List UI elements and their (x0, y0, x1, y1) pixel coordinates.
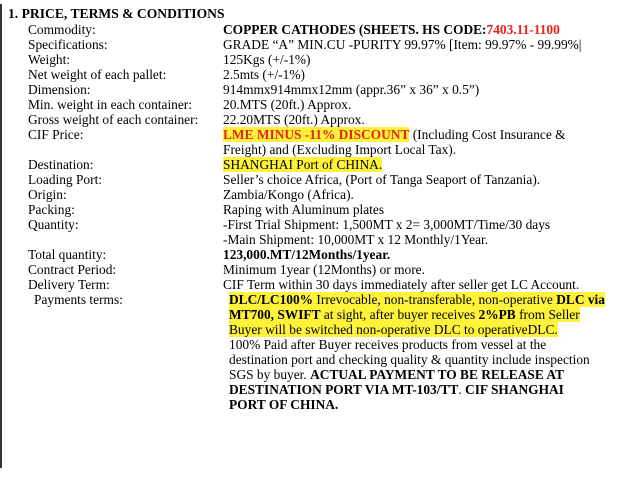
value-segment: DESTINATION PORT VIA MT-103/TT (229, 382, 459, 397)
value-segment: LME MINUS -11% DISCOUNT (223, 127, 410, 142)
value-segment: 20.MTS (20ft.) Approx. (223, 97, 352, 112)
term-value (223, 82, 635, 97)
term-value (223, 97, 635, 112)
term-label: Total quantity: (28, 247, 107, 262)
value-segment: DLC via (556, 292, 605, 307)
term-label: Dimension: (28, 82, 91, 97)
value-segment: DLC/LC100% (229, 292, 314, 307)
value-segment: COPPER CATHODES (SHEETS. HS CODE: (223, 22, 487, 37)
value-segment: CIF Term within 30 days immediately after seller get LC Account. (223, 277, 580, 292)
value-segment: 125Kgs (+/-1%) (223, 52, 311, 67)
term-value (223, 277, 635, 292)
term-value (223, 37, 635, 52)
value-segment: SGS by buyer. (229, 367, 311, 382)
term-value (223, 142, 635, 157)
term-value (223, 112, 635, 127)
term-value (229, 352, 640, 367)
value-segment: GRADE “A” MIN.CU -PURITY 99.97% [Item: 99.97% - 99.99%| (223, 37, 582, 52)
term-value (223, 262, 635, 277)
term-value (223, 187, 635, 202)
value-segment: Buyer will be switched non-operative DLC to operativeDLC. (229, 322, 558, 337)
value-segment: PORT OF CHINA. (229, 397, 339, 412)
value-segment: Zambia/Kongo (Africa). (223, 187, 354, 202)
term-value (223, 217, 635, 232)
term-label: Weight: (28, 52, 71, 67)
term-label: Contract Period: (28, 262, 117, 277)
term-value (223, 157, 635, 172)
term-value (229, 322, 640, 337)
value-segment: MT700, SWIFT (229, 307, 321, 322)
term-value (223, 22, 635, 37)
term-value (229, 382, 640, 397)
term-label: Quantity: (28, 217, 79, 232)
term-value (229, 292, 640, 307)
value-segment: from Seller (515, 307, 580, 322)
value-segment: 914mmx914mmx12mm (appr.36” x 36” x 0.5”) (223, 82, 480, 97)
term-label: Loading Port: (28, 172, 103, 187)
value-segment: destination port and checking quality & quantity include inspection (229, 352, 590, 367)
value-segment: -Main Shipment: 10,000MT x 12 Monthly/1Year. (223, 232, 489, 247)
term-value (223, 172, 635, 187)
value-segment: . (458, 382, 466, 397)
value-segment: at sight, after buyer receives (320, 307, 479, 322)
term-label: Delivery Term: (28, 277, 110, 292)
value-segment: 7403.11-1100 (486, 22, 560, 37)
value-segment: CIF SHANGHAI (465, 382, 564, 397)
value-segment: Raping with Aluminum plates (223, 202, 385, 217)
term-label: Specifications: (28, 37, 108, 52)
term-value (229, 367, 640, 382)
value-segment: Irrevocable, non-transferable, non-operative (313, 292, 557, 307)
value-segment: Minimum 1year (12Months) or more. (223, 262, 425, 277)
value-segment: 2.5mts (+/-1%) (223, 67, 305, 82)
term-label: Origin: (28, 187, 67, 202)
value-segment: Freight) and (Excluding Import Local Tax). (223, 142, 457, 157)
value-segment: (Including Cost Insurance & (409, 127, 566, 142)
section-heading: 1. PRICE, TERMS & CONDITIONS (8, 6, 225, 21)
value-segment: 100% Paid after Buyer receives products from vessel at the (229, 337, 547, 352)
term-value (223, 67, 635, 82)
term-label: CIF Price: (28, 127, 84, 142)
value-segment: 2%PB (478, 307, 516, 322)
value-segment: SHANGHAI Port of CHINA. (223, 157, 383, 172)
term-value (223, 202, 635, 217)
value-segment: -First Trial Shipment: 1,500MT x 2= 3,000MT/Time/30 days (223, 217, 551, 232)
term-value (223, 127, 635, 142)
value-segment: 22.20MTS (20ft.) Approx. (223, 112, 365, 127)
term-value (229, 307, 640, 322)
term-value (229, 337, 640, 352)
term-label: Payments terms: (34, 292, 123, 307)
term-label: Gross weight of each container: (28, 112, 199, 127)
term-label: Commodity: (28, 22, 96, 37)
value-segment: 123,000.MT/12Months/1year. (223, 247, 391, 262)
term-label: Packing: (28, 202, 75, 217)
left-border-line (0, 4, 2, 468)
term-value (223, 247, 635, 262)
term-value (223, 232, 635, 247)
term-label: Min. weight in each container: (28, 97, 192, 112)
value-segment: Seller’s choice Africa, (Port of Tanga Seaport of Tanzania). (223, 172, 541, 187)
term-value (223, 52, 635, 67)
term-label: Destination: (28, 157, 94, 172)
term-value (229, 397, 640, 412)
term-label: Net weight of each pallet: (28, 67, 167, 82)
value-segment: ACTUAL PAYMENT TO BE RELEASE AT (310, 367, 564, 382)
